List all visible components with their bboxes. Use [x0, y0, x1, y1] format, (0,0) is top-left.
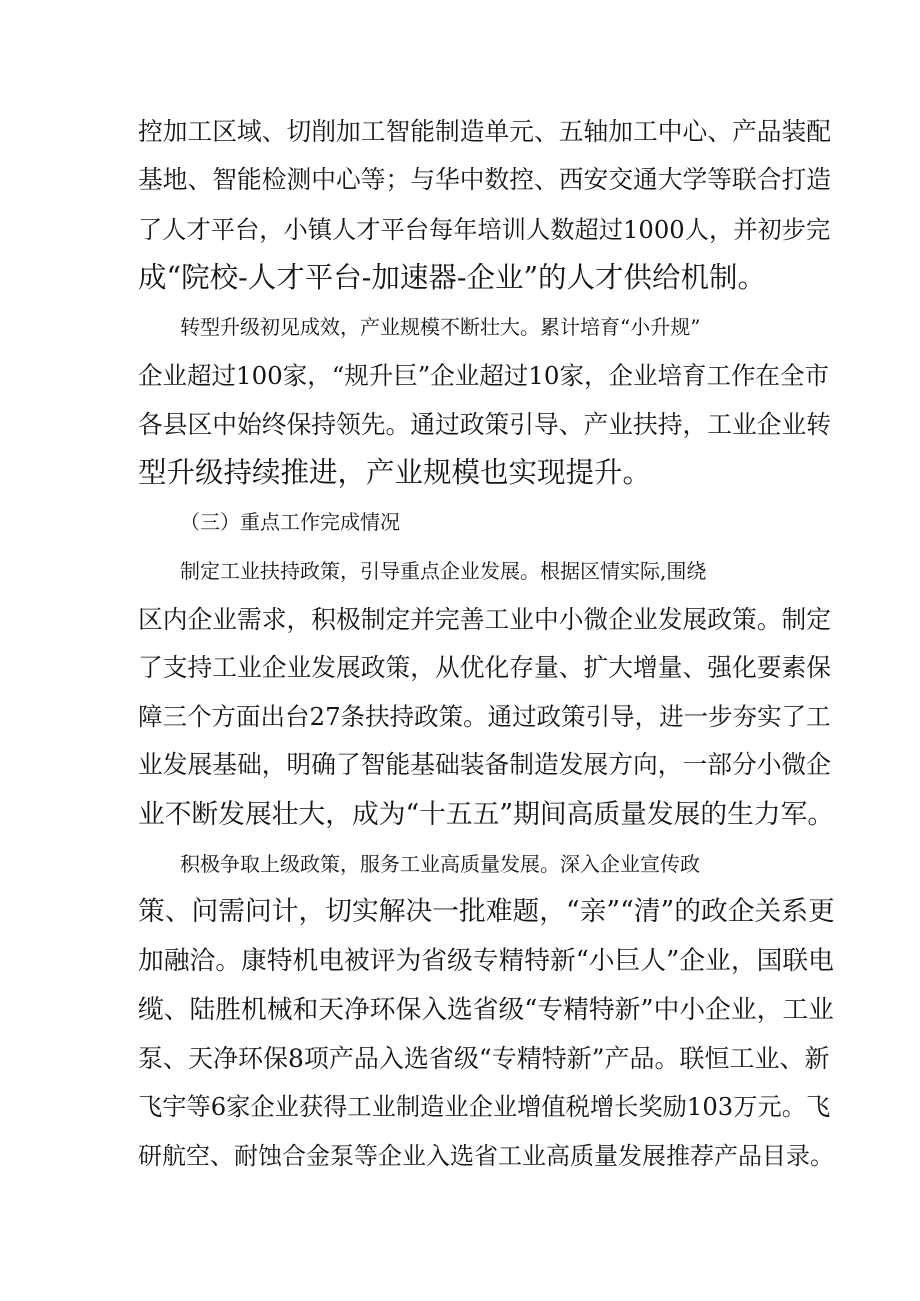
paragraph-2-line-1: 转型升级初见成效，产业规模不断壮大。累计培育“小升规”: [180, 315, 701, 339]
paragraph-4-line-3: 加融洽。康特机电被评为省级专精特新“小巨人”企业，国联电: [138, 946, 834, 976]
paragraph-3-line-2: 区内企业需求，积极制定并完善工业中小微企业发展政策。制定: [138, 605, 831, 634]
paragraph-4-line-6: 飞宇等6家企业获得工业制造业企业增值税增长奖励103万元。飞: [138, 1092, 831, 1121]
paragraph-2-line-2: 企业超过100家，“规升巨”企业超过10家，企业培育工作在全市: [138, 361, 829, 390]
paragraph-3-line-5: 业发展基础，明确了智能基础装备制造发展方向，一部分小微企: [138, 750, 831, 779]
paragraph-4-line-7: 研航空、耐蚀合金泵等企业入选省工业高质量发展推荐产品目录。: [138, 1142, 834, 1170]
paragraph-3-line-4: 障三个方面出台27条扶持政策。通过政策引导，进一步夯实了工: [138, 702, 831, 731]
paragraph-4-line-5: 泵、天净环保8项产品入选省级“专精特新”产品。联恒工业、新: [138, 1044, 830, 1073]
paragraph-1-line-4: 成“院校-人才平台-加速器-企业”的人才供给机制。: [138, 261, 767, 294]
paragraph-3-line-1: 制定工业扶持政策，引导重点企业发展。根据区情实际,围绕: [180, 559, 707, 583]
paragraph-2-line-3: 各县区中始终保持领先。通过政策引导、产业扶持，工业企业转: [138, 410, 831, 439]
section-heading: （三）重点工作完成情况: [180, 510, 400, 534]
paragraph-4-line-4: 缆、陆胜机械和天净环保入选省级“专精特新”中小企业，工业: [138, 995, 834, 1025]
paragraph-3-line-3: 了支持工业企业发展政策，从优化存量、扩大增量、强化要素保: [138, 653, 831, 682]
paragraph-2-line-4: 型升级持续推进，产业规模也实现提升。: [138, 456, 652, 489]
paragraph-3-line-6: 业不断发展壮大，成为“十五五”期间高质量发展的生力军。: [138, 799, 835, 830]
paragraph-4-line-2: 策、问需问计，切实解决一批难题，“亲”“清”的政企关系更: [138, 896, 835, 927]
paragraph-4-line-1: 积极争取上级政策，服务工业高质量发展。深入企业宣传政: [180, 852, 700, 876]
paragraph-1-line-2: 基地、智能检测中心等；与华中数控、西安交通大学等联合打造: [138, 165, 831, 194]
paragraph-1-line-1: 控加工区域、切削加工智能制造单元、五轴加工中心、产品装配: [138, 117, 831, 146]
paragraph-1-line-3: 了人才平台，小镇人才平台每年培训人数超过1000人，并初步完: [138, 215, 831, 244]
